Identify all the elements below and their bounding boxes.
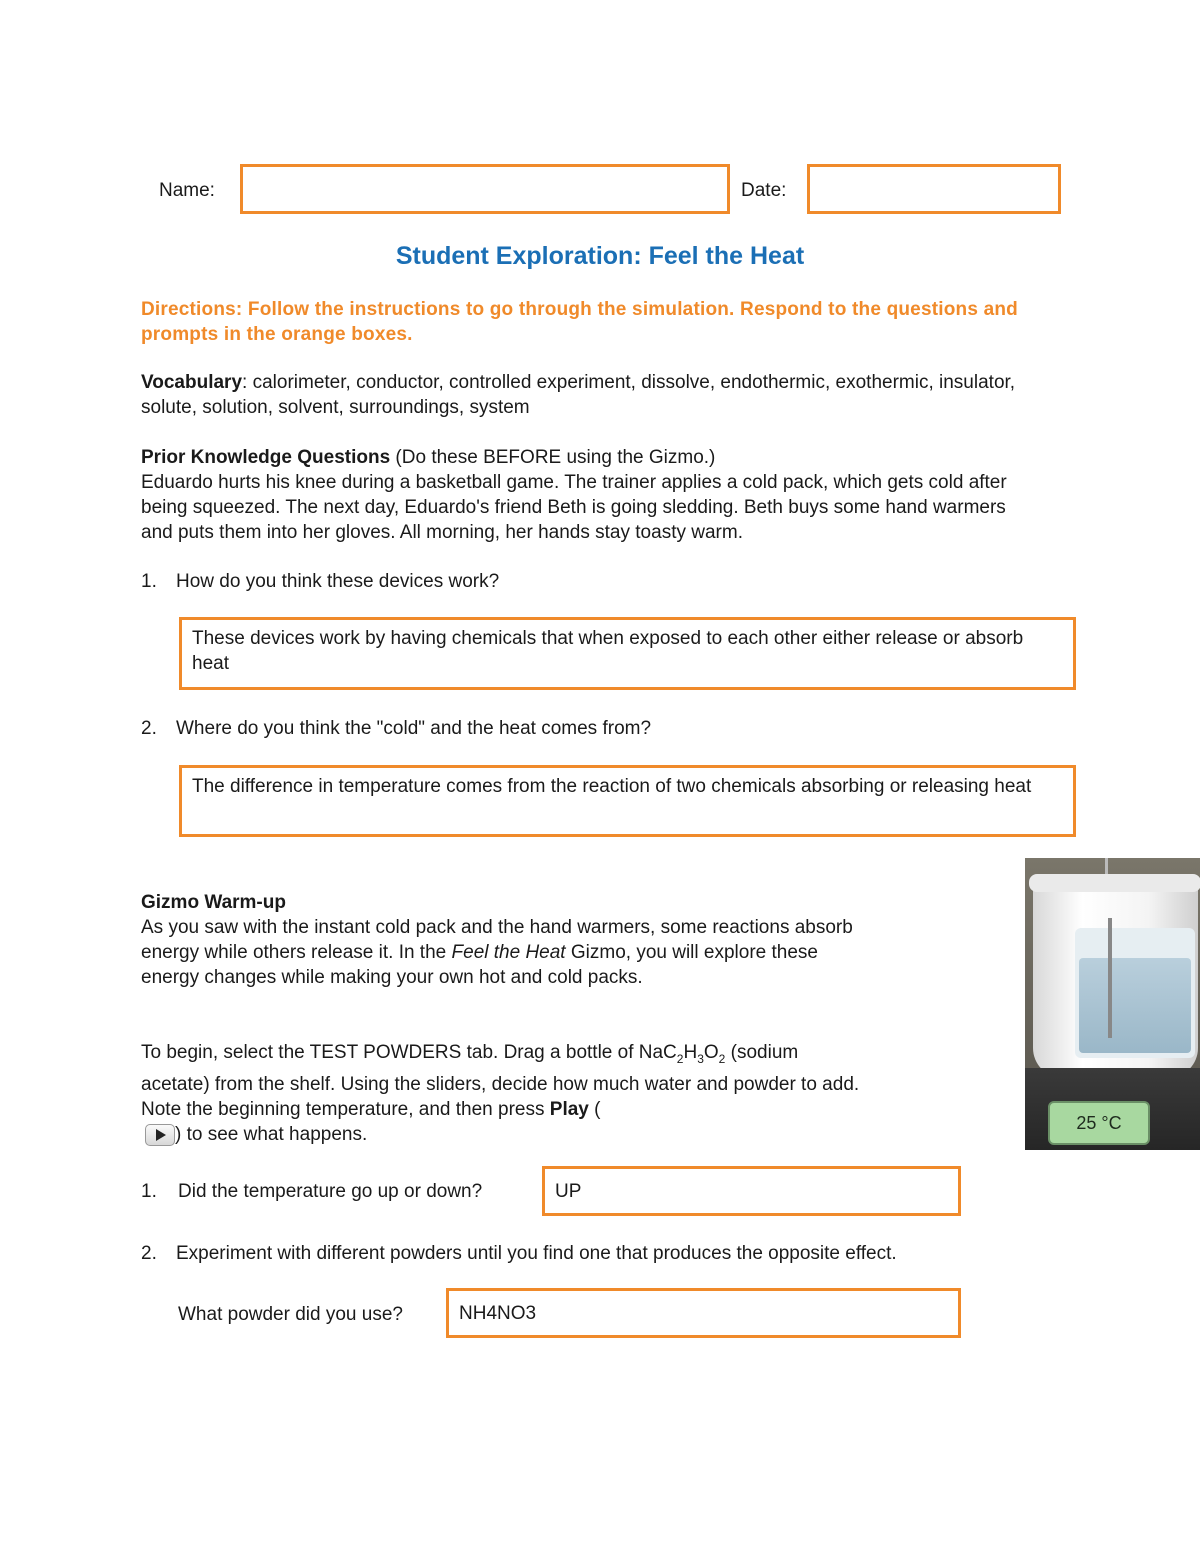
warmup-answer-2-box[interactable]	[446, 1288, 961, 1338]
vocabulary-paragraph	[141, 370, 1041, 420]
thermometer-probe	[1108, 918, 1112, 1038]
warmup-text-b: Gizmo, you will explore these energy changes while making your own hot and cold packs.	[141, 942, 818, 988]
subscript: 2	[676, 1051, 684, 1066]
warmup-instructions	[141, 1040, 866, 1147]
play-icon	[145, 1124, 175, 1146]
gizmo-name: Feel the Heat	[451, 942, 566, 963]
instructions-text-d: ) to see what happens.	[175, 1123, 368, 1145]
question-number: 1.	[141, 1181, 157, 1202]
prior-answer-1: These devices work by having chemicals that when exposed to each other either release or absorb heat	[192, 628, 1024, 674]
prior-knowledge-section	[141, 445, 1036, 545]
question-number: 1.	[141, 571, 157, 592]
page-title: Student Exploration: Feel the Heat	[395, 242, 805, 270]
subscript: 2	[718, 1051, 726, 1066]
prior-answer-2: The difference in temperature comes from the reaction of two chemicals absorbing or releasing heat	[192, 776, 1032, 797]
warmup-heading: Gizmo Warm-up	[141, 892, 286, 913]
instructions-text-b: (sodium acetate) from the shelf. Using the sliders, decide how much water and powder to add. Note the beginning temperature, and then press	[141, 1042, 860, 1120]
directions-text: Directions: Follow the instructions to go through the simulation. Respond to the questions and prompts in the orange boxes.	[141, 299, 1018, 345]
prior-knowledge-text: Eduardo hurts his knee during a basketball game. The trainer applies a cold pack, which gets cold after being squeezed. The next day, Eduardo's friend Beth is going sledding. Beth buys some hand warmers and puts them into her gloves. All morning, her hands stay toasty warm.	[141, 472, 1007, 543]
cup-rim	[1029, 874, 1200, 892]
warmup-question-2: Experiment with different powders until you find one that produces the opposite effect.	[176, 1243, 897, 1264]
prior-question-2: Where do you think the "cold" and the heat comes from?	[176, 718, 652, 739]
formula-o: O	[703, 1042, 719, 1063]
vocabulary-terms: : calorimeter, conductor, controlled experiment, dissolve, endothermic, exothermic, insulator, solute, solution, solvent, surroundings, system	[141, 372, 1016, 418]
warmup-question-2b: What powder did you use?	[178, 1304, 403, 1325]
date-label: Date:	[741, 180, 787, 201]
warmup-text-a: As you saw with the instant cold pack and the hand warmers, some reactions absorb energy while others release it. In the	[141, 917, 853, 963]
prior-knowledge-heading: Prior Knowledge Questions	[141, 447, 391, 468]
instructions-text-a: To begin, select the TEST POWDERS tab. Drag a bottle of NaC	[141, 1042, 677, 1063]
temperature-display: 25 °C	[1048, 1101, 1150, 1145]
play-label: Play	[549, 1098, 589, 1120]
instructions-text-c: (	[588, 1098, 601, 1120]
prior-answer-1-box[interactable]	[179, 617, 1076, 690]
name-field[interactable]	[240, 164, 730, 214]
prior-knowledge-note: (Do these BEFORE using the Gizmo.)	[390, 447, 716, 468]
warmup-section	[141, 890, 866, 990]
subscript: 3	[697, 1051, 704, 1066]
warmup-question-1: Did the temperature go up or down?	[178, 1181, 483, 1202]
warmup-answer-1-box[interactable]	[542, 1166, 961, 1216]
question-number: 2.	[141, 1243, 157, 1264]
prior-question-1: How do you think these devices work?	[176, 571, 500, 592]
formula-h: H	[683, 1042, 698, 1063]
vocabulary-label: Vocabulary	[141, 372, 243, 393]
name-label: Name:	[159, 180, 215, 201]
water	[1079, 958, 1191, 1053]
prior-answer-2-box[interactable]	[179, 765, 1076, 837]
warmup-answer-2: NH4NO3	[459, 1303, 537, 1324]
date-field[interactable]	[807, 164, 1061, 214]
question-number: 2.	[141, 718, 157, 739]
warmup-answer-1: UP	[555, 1181, 582, 1202]
